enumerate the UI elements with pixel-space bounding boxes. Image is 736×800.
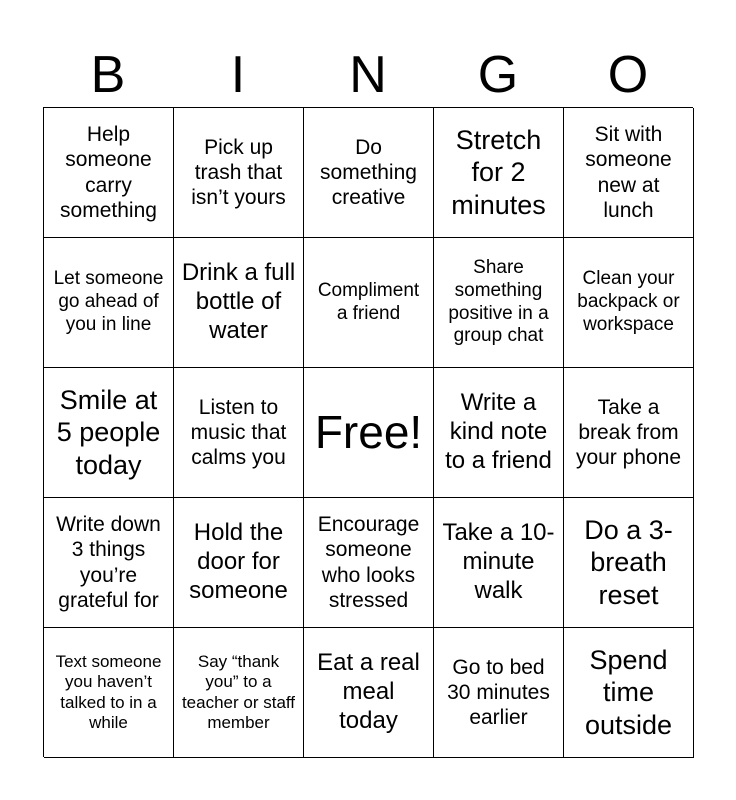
bingo-cell[interactable]: Smile at 5 people today (44, 368, 174, 498)
bingo-cell[interactable]: Do something creative (304, 108, 434, 238)
bingo-cell[interactable]: Sit with someone new at lunch (564, 108, 694, 238)
bingo-cell[interactable]: Hold the door for someone (174, 498, 304, 628)
bingo-cell[interactable]: Text someone you haven’t talked to in a while (44, 628, 174, 758)
bingo-cell[interactable]: Stretch for 2 minutes (434, 108, 564, 238)
bingo-cell[interactable]: Share something positive in a group chat (434, 238, 564, 368)
bingo-cell[interactable]: Take a break from your phone (564, 368, 694, 498)
bingo-cell[interactable]: Clean your backpack or workspace (564, 238, 694, 368)
bingo-cell[interactable]: Pick up trash that isn’t yours (174, 108, 304, 238)
header-letter-o: O (607, 46, 649, 104)
bingo-cell[interactable]: Write a kind note to a friend (434, 368, 564, 498)
header-letter-i: I (230, 46, 246, 104)
bingo-cell[interactable]: Write down 3 things you’re grateful for (44, 498, 174, 628)
bingo-cell[interactable]: Eat a real meal today (304, 628, 434, 758)
header-letter-g: G (477, 46, 519, 104)
bingo-cell[interactable]: Spend time outside (564, 628, 694, 758)
header-letter-b: B (90, 46, 126, 104)
header-letter-n: N (349, 46, 387, 104)
bingo-cell[interactable]: Take a 10-minute walk (434, 498, 564, 628)
bingo-cell[interactable]: Help someone carry something (44, 108, 174, 238)
bingo-cell[interactable]: Listen to music that calms you (174, 368, 304, 498)
free-space[interactable]: Free! (304, 368, 434, 498)
bingo-cell[interactable]: Do a 3-breath reset (564, 498, 694, 628)
bingo-grid (43, 107, 693, 757)
bingo-cell[interactable]: Say “thank you” to a teacher or staff member (174, 628, 304, 758)
bingo-cell[interactable]: Let someone go ahead of you in line (44, 238, 174, 368)
bingo-header (43, 44, 693, 106)
bingo-cell[interactable]: Drink a full bottle of water (174, 238, 304, 368)
bingo-cell[interactable]: Go to bed 30 minutes earlier (434, 628, 564, 758)
bingo-cell[interactable]: Compliment a friend (304, 238, 434, 368)
bingo-cell[interactable]: Encourage someone who looks stressed (304, 498, 434, 628)
